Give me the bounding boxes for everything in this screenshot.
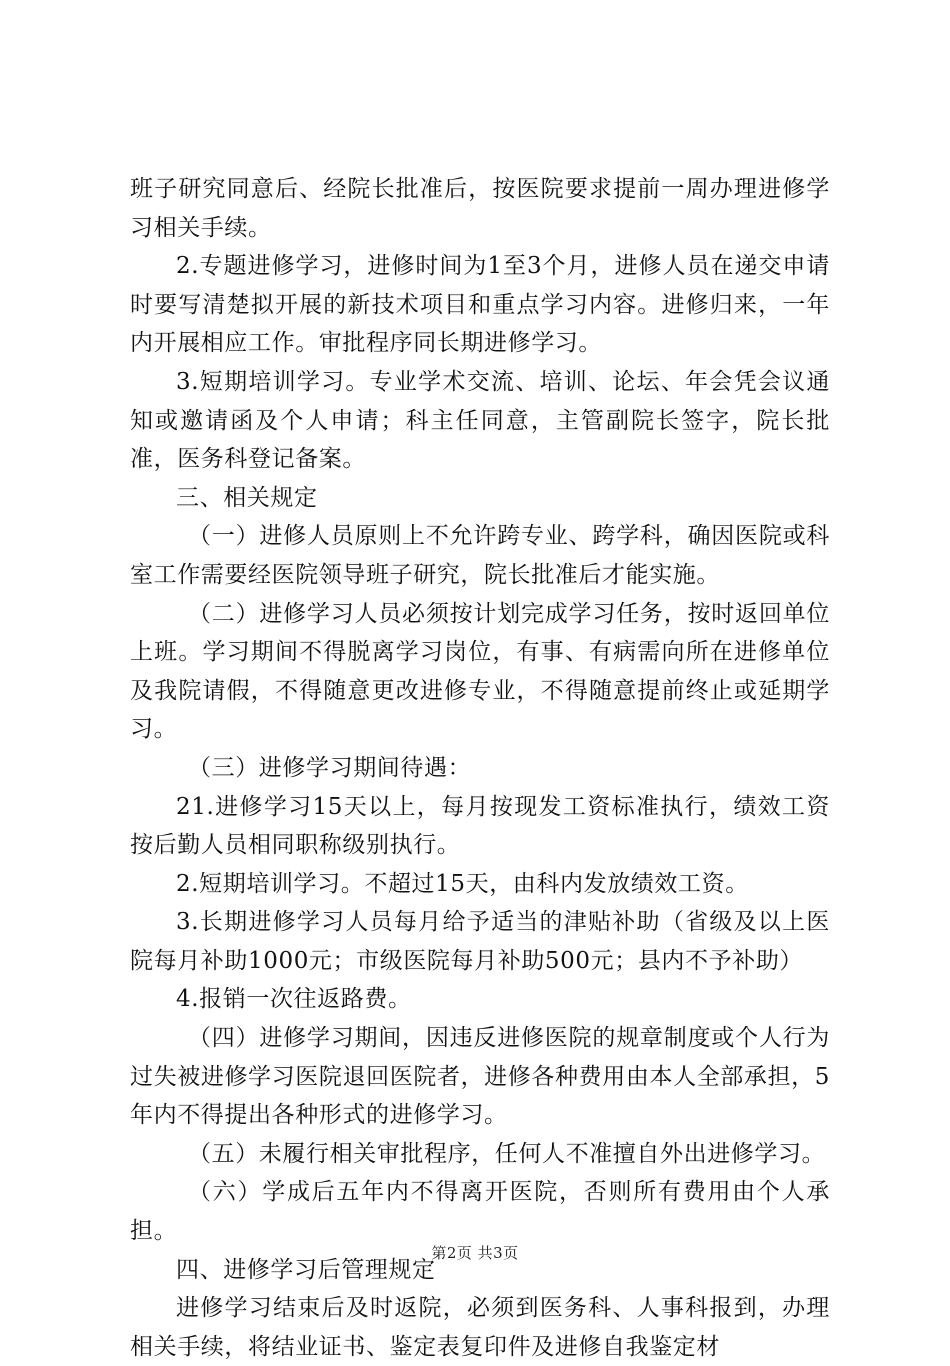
paragraph-post-study: 进修学习结束后及时返院，必须到医务科、人事科报到，办理相关手续，将结业证书、鉴定表复印件及进修自我鉴定材	[130, 1295, 830, 1360]
paragraph-benefit-3: 3.长期进修学习人员每月给予适当的津贴补助（省级及以上医院每月补助1000元；市级医院每月补助500元；县内不予补助）	[130, 909, 830, 974]
paragraph-rule-6: （六）学成后五年内不得离开医院，否则所有费用由个人承担。	[130, 1179, 830, 1245]
paragraph-rule-4: （四）进修学习期间，因违反进修医院的规章制度或个人行为过失被进修学习医院退回医院者，进修各种费用由本人全部承担，5年内不得提出各种形式的进修学习。	[130, 1025, 830, 1129]
paragraph-rule-5: （五）未履行相关审批程序，任何人不准擅自外出进修学习。	[188, 1140, 826, 1167]
page-number-footer: 第2页 共3页	[431, 1244, 519, 1262]
paragraph-benefit-1: 21.进修学习15天以上，每月按现发工资标准执行，绩效工资按后勤人员相同职称级别执行。	[130, 793, 830, 859]
paragraph-short-training: 3.短期培训学习。专业学术交流、培训、论坛、年会凭会议通知或邀请函及个人申请；科主任同意，主管副院长签字，院长批准，医务科登记备案。	[130, 368, 830, 473]
paragraph-rule-1: （一）进修人员原则上不允许跨专业、跨学科，确因医院或科室工作需要经医院领导班子研究，院长批准后才能实施。	[130, 523, 830, 588]
paragraph-benefit-2: 2.短期培训学习。不超过15天，由科内发放绩效工资。	[176, 870, 749, 897]
section-heading-post-study: 四、进修学习后管理规定	[176, 1256, 436, 1283]
section-heading-regulations: 三、相关规定	[176, 484, 318, 511]
document-body	[130, 170, 830, 1366]
paragraph-rule-3-heading: （三）进修学习期间待遇：	[188, 754, 472, 781]
paragraph-approval-continued: 班子研究同意后、经院长批准后，按医院要求提前一周办理进修学习相关手续。	[130, 176, 830, 241]
paragraph-topic-study: 2.专题进修学习，进修时间为1至3个月，进修人员在递交申请时要写清楚拟开展的新技术项目和重点学习内容。进修归来，一年内开展相应工作。审批程序同长期进修学习。	[130, 253, 830, 357]
paragraph-rule-2: （二）进修学习人员必须按计划完成学习任务，按时返回单位上班。学习期间不得脱离学习岗位，有事、有病需向所在进修单位及我院请假，不得随意更改进修专业，不得随意提前终止或延期学习。	[130, 600, 830, 743]
paragraph-benefit-4: 4.报销一次往返路费。	[176, 986, 412, 1013]
